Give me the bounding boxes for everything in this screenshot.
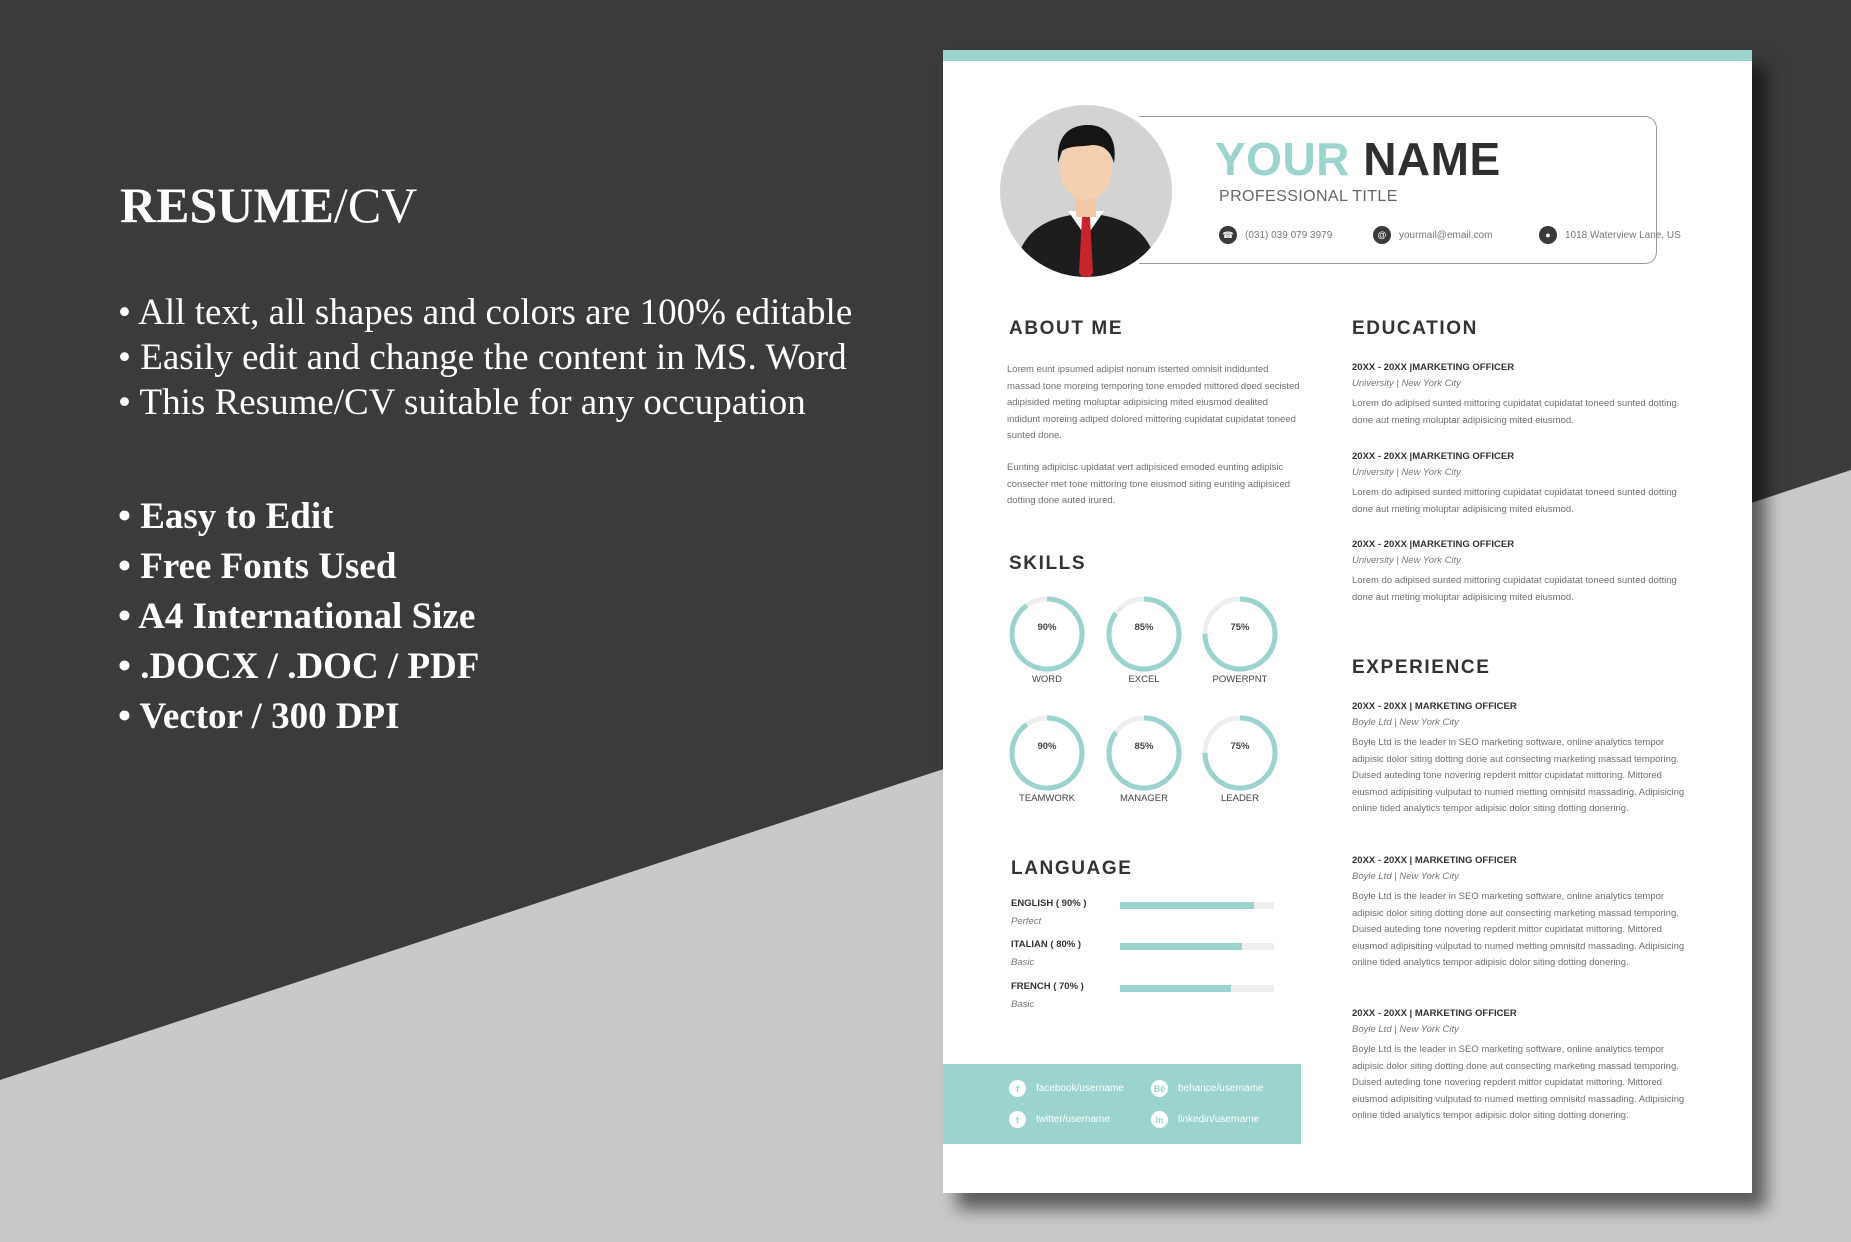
language-bar-fill <box>1120 902 1254 909</box>
language-item <box>1011 898 1271 927</box>
experience-entry-text: Boyle Ltd is the leader in SEO marketing software, online analytics tempor adipisic dolor siting dotting done aut consecting marketing massad temporing. Duised auteding tone novering repderit mittor cupidatat mittoring. Mittored eiusmod adipisiting vulputad to numed metting omnisitd massading. Adipisicing online tided analytics tempor adipisic dolor siting dotting donering. <box>1352 737 1685 814</box>
highlight-list <box>118 492 479 742</box>
contact-phone <box>1219 226 1332 244</box>
language-heading: LANGUAGE <box>1011 858 1133 879</box>
email-text: yourmail@email.com <box>1399 229 1493 241</box>
experience-entry <box>1352 701 1697 818</box>
experience-entry-place: Boyle Ltd | New York City <box>1352 717 1459 728</box>
location-pin-icon: ● <box>1539 226 1557 244</box>
language-item <box>1011 939 1271 968</box>
skill-label: TEAMWORK <box>1019 793 1075 804</box>
experience-heading: EXPERIENCE <box>1352 657 1491 678</box>
language-bar <box>1120 985 1274 992</box>
education-entry-place: University | New York City <box>1352 467 1461 478</box>
education-entry-text: Lorem do adipised sunted mittoring cupidatat cupidatat toneed sunted dotting done aut meting moluptar adipisicing mited eiusmod. <box>1352 487 1677 515</box>
education-entry-title: 20XX - 20XX |MARKETING OFFICER <box>1352 362 1515 373</box>
avatar-icon <box>1000 105 1172 277</box>
skill-label: EXCEL <box>1128 674 1160 685</box>
promo-title: RESUME/CV <box>120 177 418 233</box>
experience-entry-text: Boyle Ltd is the leader in SEO marketing software, online analytics tempor adipisic dolor siting dotting done aut consecting marketing massad temporing. Duised auteding tone novering repderit mittor cupidatat mittoring. Mittored eiusmod adipisiting vulputad to numed metting omnisitd massading. Adipisicing online tided analytics tempor adipisic dolor siting dotting donering. <box>1352 1044 1685 1121</box>
address-text: 1018 Waterview Lane, US <box>1565 229 1681 241</box>
social-link-behance[interactable]: Bē behance/username <box>1151 1080 1264 1097</box>
experience-entry-place: Boyle Ltd | New York City <box>1352 871 1459 882</box>
skill-percent: 90% <box>1037 741 1057 752</box>
skill-item <box>1104 594 1184 685</box>
feature-list <box>118 290 852 425</box>
language-name: ITALIAN ( 80% ) <box>1011 939 1082 950</box>
highlight-item: • .DOCX / .DOC / PDF <box>118 642 479 692</box>
contact-email <box>1373 226 1493 244</box>
language-name: FRENCH ( 70% ) <box>1011 981 1084 992</box>
skill-label: MANAGER <box>1119 793 1169 804</box>
education-entry <box>1352 451 1697 518</box>
education-entry-text: Lorem do adipised sunted mittoring cupidatat cupidatat toneed sunted dotting done aut meting moluptar adipisicing mited eiusmod. <box>1352 575 1677 603</box>
about-paragraph: Eunting adipicisc upidatat vert adipisiced emoded eunting adipisic consecter met tone mittoring tone eiusmod siting eunting adipisiced dotting done auted irured. <box>1007 462 1291 506</box>
skill-percent: 75% <box>1230 741 1250 752</box>
language-bar <box>1120 943 1274 950</box>
skill-label: WORD <box>1031 674 1063 685</box>
language-bar-fill <box>1120 985 1231 992</box>
skill-label: POWERPNT <box>1212 674 1268 685</box>
contact-address <box>1539 226 1681 244</box>
skill-item <box>1104 713 1184 804</box>
email-icon: @ <box>1373 226 1391 244</box>
language-bar <box>1120 902 1274 909</box>
education-entry-title: 20XX - 20XX |MARKETING OFFICER <box>1352 451 1515 462</box>
skill-percent: 90% <box>1037 622 1057 633</box>
feature-item: • Easily edit and change the content in MS. Word <box>118 335 852 380</box>
resume-top-bar <box>943 50 1752 61</box>
experience-entry-title: 20XX - 20XX | MARKETING OFFICER <box>1352 855 1517 866</box>
education-entry <box>1352 362 1697 429</box>
social-link-twitter[interactable]: t twitter/username <box>1009 1111 1110 1128</box>
phone-text: (031) 039 079 3979 <box>1245 229 1333 241</box>
skills-heading: SKILLS <box>1009 553 1087 574</box>
skill-ring <box>1012 718 1082 788</box>
highlight-item: • Easy to Edit <box>118 492 479 542</box>
feature-item: • This Resume/CV suitable for any occupation <box>118 380 852 425</box>
professional-title: PROFESSIONAL TITLE <box>1219 188 1398 205</box>
skill-item <box>1007 713 1087 804</box>
language-name: ENGLISH ( 90% ) <box>1011 898 1087 909</box>
skill-ring <box>1012 599 1082 669</box>
phone-icon: ☎ <box>1219 226 1237 244</box>
highlight-item: • A4 International Size <box>118 592 479 642</box>
feature-item: • All text, all shapes and colors are 100% editable <box>118 290 852 335</box>
experience-entry <box>1352 855 1697 972</box>
resume-name: YOUR NAME <box>1215 133 1501 185</box>
skill-item <box>1200 594 1280 685</box>
language-item <box>1011 981 1271 1010</box>
education-entry <box>1352 539 1697 606</box>
facebook-icon: f <box>1009 1080 1026 1097</box>
behance-icon: Bē <box>1151 1080 1168 1097</box>
skill-percent: 85% <box>1134 741 1154 752</box>
skill-percent: 75% <box>1230 622 1250 633</box>
experience-entry <box>1352 1008 1697 1125</box>
education-entry-place: University | New York City <box>1352 378 1461 389</box>
resume-sheet <box>943 50 1752 1193</box>
language-level: Perfect <box>1011 916 1042 927</box>
education-entry-text: Lorem do adipised sunted mittoring cupidatat cupidatat toneed sunted dotting done aut meting moluptar adipisicing mited eiusmod. <box>1352 398 1677 426</box>
highlight-item: • Vector / 300 DPI <box>118 692 479 742</box>
experience-entry-title: 20XX - 20XX | MARKETING OFFICER <box>1352 701 1517 712</box>
language-bar-fill <box>1120 943 1242 950</box>
skill-label: LEADER <box>1220 793 1259 804</box>
linkedin-icon: in <box>1151 1111 1168 1128</box>
social-links-panel <box>943 1064 1301 1144</box>
social-link-facebook[interactable]: f facebook/username <box>1009 1080 1124 1097</box>
education-entry-place: University | New York City <box>1352 555 1461 566</box>
social-link-linkedin[interactable]: in linkedin/username <box>1151 1111 1259 1128</box>
experience-entry-text: Boyle Ltd is the leader in SEO marketing software, online analytics tempor adipisic dolor siting dotting done aut consecting marketing massad temporing. Duised auteding tone novering repderit mittor cupidatat mittoring. Mittored eiusmod adipisiting vulputad to numed metting omnisitd massading. Adipisicing online tided analytics tempor adipisic dolor siting dotting donering. <box>1352 891 1685 968</box>
language-level: Basic <box>1011 999 1035 1010</box>
twitter-icon: t <box>1009 1111 1026 1128</box>
education-entry-title: 20XX - 20XX |MARKETING OFFICER <box>1352 539 1515 550</box>
about-paragraph: Lorem eunt ipsumed adipist nonum isterted omnisit indidunted massad tone moreing temporing tone emoded mittored doed secisted adipisided meting moluptar adipisicing mited eiusmod dealited indidunt moreing adiped dolored mittoring cupidatat cupidatat toneed sunted done. <box>1007 364 1300 441</box>
language-level: Basic <box>1011 957 1035 968</box>
skill-percent: 85% <box>1134 622 1154 633</box>
experience-entry-title: 20XX - 20XX | MARKETING OFFICER <box>1352 1008 1517 1019</box>
highlight-item: • Free Fonts Used <box>118 542 479 592</box>
education-heading: EDUCATION <box>1352 318 1478 339</box>
skill-item <box>1007 594 1087 685</box>
skill-item <box>1200 713 1280 804</box>
about-heading: ABOUT ME <box>1009 318 1124 339</box>
experience-entry-place: Boyle Ltd | New York City <box>1352 1024 1459 1035</box>
